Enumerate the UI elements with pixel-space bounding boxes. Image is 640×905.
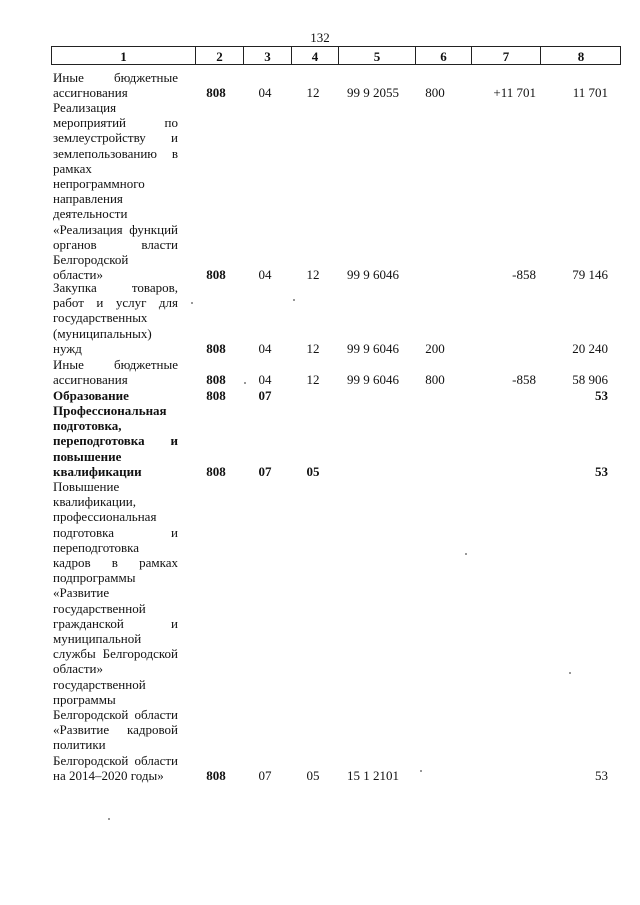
cell-c8: 79 146 (572, 267, 608, 283)
description-line: органов власти (53, 236, 178, 252)
row-description (53, 403, 178, 479)
scan-speck (465, 553, 467, 555)
cell-c2: 808 (206, 267, 226, 283)
description-line: государственной (53, 600, 146, 616)
description-line: на 2014–2020 годы» (53, 767, 164, 783)
cell-c2: 808 (206, 372, 226, 388)
description-line: программы (53, 691, 116, 707)
description-line: Белгородской области (53, 752, 178, 768)
description-line: мероприятий по (53, 115, 178, 131)
cell-c5: 99 9 6046 (347, 340, 399, 356)
description-line: области» (53, 267, 103, 283)
table-header-row (51, 46, 621, 65)
description-line: политики (53, 737, 106, 753)
cell-c5: 99 9 2055 (347, 85, 399, 101)
description-line: подпрограммы (53, 570, 136, 586)
cell-c4: 05 (306, 767, 320, 783)
cell-c2: 808 (206, 463, 226, 479)
cell-c2: 808 (206, 85, 226, 101)
cell-c8: 53 (595, 388, 608, 403)
cell-c6: 200 (425, 340, 445, 356)
cell-c7: -858 (512, 372, 536, 388)
description-line: квалификации, (53, 494, 137, 510)
scan-speck (569, 672, 571, 674)
cell-c3: 07 (258, 388, 272, 403)
scan-speck (244, 382, 246, 384)
description-line: подготовка, (53, 418, 122, 434)
description-line: землепользованию в (53, 145, 178, 161)
description-line: ассигнования (53, 85, 128, 101)
description-line: Профессиональная (53, 403, 167, 418)
header-col-5: 5 (338, 47, 415, 64)
description-line: кадров в рамках (53, 555, 178, 571)
cell-c3: 07 (258, 767, 272, 783)
cell-c8: 53 (595, 463, 608, 479)
description-line: работ и услуг для (53, 295, 178, 311)
cell-c4: 12 (306, 267, 320, 283)
row-description (53, 479, 178, 783)
description-line: Иные бюджетные (53, 357, 178, 372)
row-description (53, 388, 178, 403)
cell-c2: 808 (206, 388, 226, 403)
cell-c5: 99 9 6046 (347, 372, 399, 388)
row-description (53, 100, 178, 282)
description-line: повышение (53, 448, 122, 464)
header-col-6: 6 (415, 47, 471, 64)
cell-c7: +11 701 (493, 85, 536, 101)
header-col-3: 3 (243, 47, 291, 64)
cell-c8: 53 (595, 767, 608, 783)
description-line: службы Белгородской (53, 646, 178, 662)
description-line: переподготовка и (53, 433, 178, 449)
description-line: государственных (53, 310, 148, 326)
cell-c5: 15 1 2101 (347, 767, 399, 783)
description-line: ассигнования (53, 372, 128, 388)
cell-c4: 05 (306, 463, 320, 479)
description-line: Иные бюджетные (53, 70, 178, 85)
description-line: (муниципальных) (53, 325, 152, 341)
description-line: квалификации (53, 463, 142, 479)
page-number: 132 (310, 30, 330, 45)
cell-c7: -858 (512, 267, 536, 283)
row-description (53, 70, 178, 100)
cell-c8: 58 906 (572, 372, 608, 388)
cell-c6: 800 (425, 85, 445, 101)
cell-c4: 12 (306, 372, 320, 388)
cell-c3: 04 (258, 85, 272, 101)
description-line: Реализация (53, 100, 117, 115)
description-line: «Реализация функций (53, 221, 178, 237)
description-line: Белгородской области (53, 707, 178, 723)
description-line: непрограммного (53, 176, 145, 192)
description-line: Закупка товаров, (53, 280, 178, 295)
scan-speck (420, 770, 422, 772)
header-col-7: 7 (471, 47, 540, 64)
description-line: подготовка и (53, 524, 178, 540)
description-line: Повышение (53, 479, 120, 494)
description-line: Образование (53, 388, 129, 403)
description-line: гражданской и (53, 615, 178, 631)
description-line: «Развитие (53, 585, 110, 601)
cell-c3: 07 (258, 463, 272, 479)
description-line: переподготовка (53, 539, 140, 555)
description-line: рамках (53, 160, 92, 176)
scan-speck (108, 818, 110, 820)
cell-c3: 04 (258, 372, 272, 388)
description-line: области» (53, 661, 103, 677)
cell-c8: 11 701 (572, 85, 608, 101)
header-col-2: 2 (195, 47, 243, 64)
description-line: государственной (53, 676, 146, 692)
row-description (53, 280, 178, 356)
description-line: Белгородской (53, 252, 129, 268)
cell-c2: 808 (206, 767, 226, 783)
header-col-8: 8 (540, 47, 621, 64)
scan-speck (293, 299, 295, 301)
description-line: землеустройству и (53, 130, 178, 146)
description-line: профессиональная (53, 509, 157, 525)
description-line: нужд (53, 340, 82, 356)
header-col-4: 4 (291, 47, 338, 64)
cell-c3: 04 (258, 267, 272, 283)
description-line: муниципальной (53, 631, 142, 647)
cell-c8: 20 240 (572, 340, 608, 356)
row-description (53, 357, 178, 387)
header-col-1: 1 (120, 49, 127, 64)
cell-c2: 808 (206, 340, 226, 356)
cell-c4: 12 (306, 85, 320, 101)
scan-speck (191, 302, 193, 304)
description-line: деятельности (53, 206, 128, 222)
description-line: «Развитие кадровой (53, 722, 178, 738)
description-line: направления (53, 191, 123, 207)
cell-c4: 12 (306, 340, 320, 356)
cell-c3: 04 (258, 340, 272, 356)
cell-c6: 800 (425, 372, 445, 388)
cell-c5: 99 9 6046 (347, 267, 399, 283)
